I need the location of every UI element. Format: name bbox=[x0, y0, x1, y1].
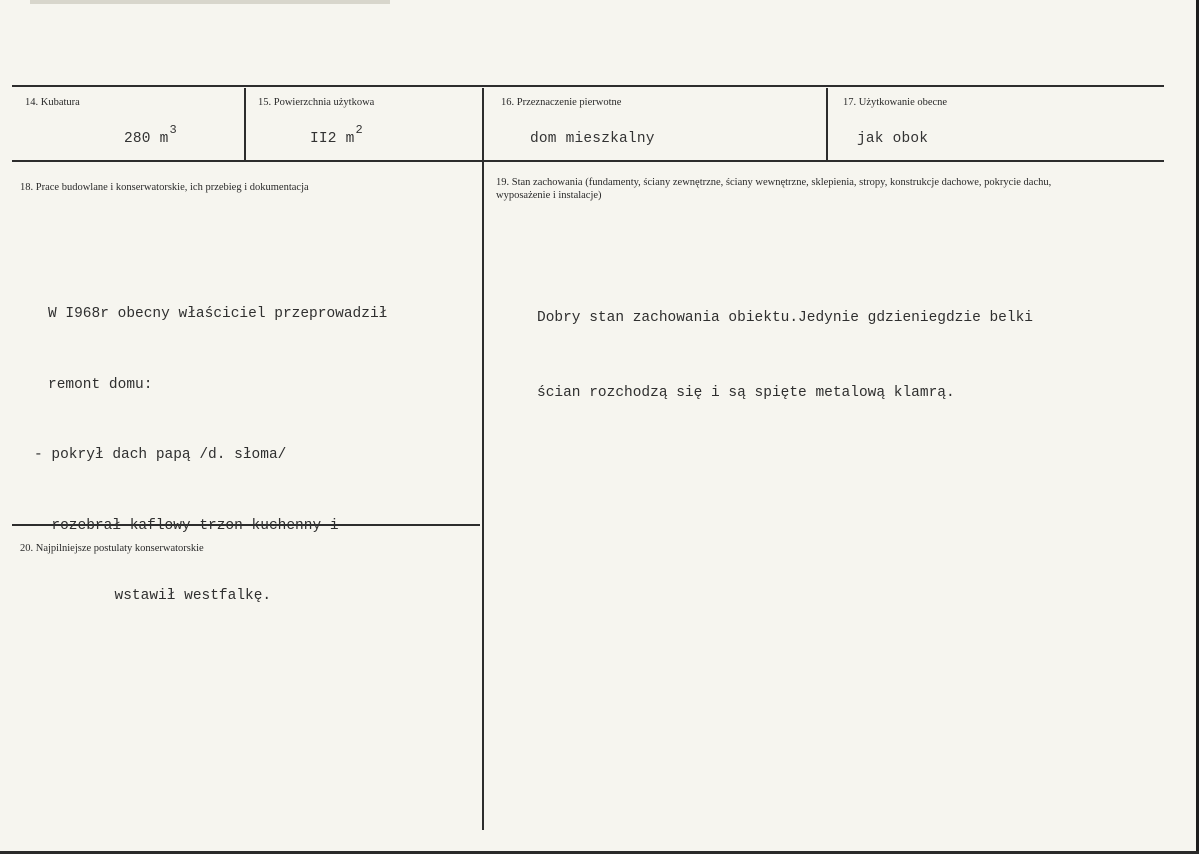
divider-16-17 bbox=[826, 88, 828, 160]
field-18-label: 18. Prace budowlane i konserwatorskie, ich przebieg i dokumentacja bbox=[20, 182, 309, 193]
field-19-line: Dobry stan zachowania obiektu.Jedynie gdzieniegdzie belki bbox=[537, 310, 1033, 326]
field-18-line: W I968r obecny właściciel przeprowadził bbox=[48, 306, 388, 322]
divider-15-16 bbox=[482, 88, 484, 830]
scan-artifact bbox=[30, 0, 390, 4]
field-18-line: - rozebrał kaflowy trzon kuchenny i bbox=[34, 517, 339, 534]
field-19-text bbox=[537, 256, 1033, 456]
rule-top bbox=[12, 85, 1164, 87]
field-19-line: ścian rozchodzą się i są spięte metalową klamrą. bbox=[537, 385, 955, 401]
field-18-line: wstawił westfalkę. bbox=[71, 588, 272, 604]
field-14-value bbox=[124, 123, 177, 147]
field-16-label: 16. Przeznaczenie pierwotne bbox=[501, 97, 622, 108]
field-15-value bbox=[310, 123, 363, 147]
field-17-label: 17. Użytkowanie obecne bbox=[843, 97, 948, 108]
divider-14-15 bbox=[244, 88, 246, 160]
field-15-number: II2 m bbox=[310, 131, 355, 147]
field-18-line: remont domu: bbox=[48, 376, 153, 393]
field-19-label: 19. Stan zachowania (fundamenty, ściany zewnętrzne, ściany wewnętrzne, sklepienia, stropy, konstrukcje dachowe, pokrycie dachu, wyposażenie i instalacje) bbox=[496, 177, 1052, 201]
field-17-value: jak obok bbox=[857, 131, 929, 147]
field-14-label: 14. Kubatura bbox=[25, 97, 80, 108]
field-14-number: 280 m bbox=[124, 131, 169, 147]
field-18-line: - pokrył dach papą /d. słoma/ bbox=[34, 447, 287, 463]
field-18-text bbox=[34, 256, 387, 656]
field-15-label: 15. Powierzchnia użytkowa bbox=[258, 97, 375, 108]
field-20-label: 20. Najpilniejsze postulaty konserwatorskie bbox=[20, 543, 204, 554]
field-14-exponent: 3 bbox=[169, 123, 177, 137]
rule-row1-bottom bbox=[12, 160, 1164, 162]
field-15-exponent: 2 bbox=[355, 123, 363, 137]
field-16-value: dom mieszkalny bbox=[530, 131, 655, 147]
